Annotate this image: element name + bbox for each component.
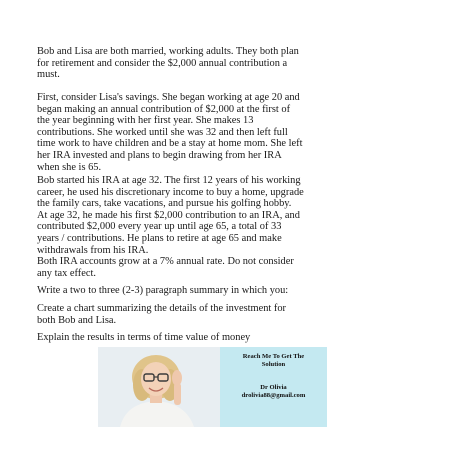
paragraph-chart-task [37,303,417,326]
text-line: the year beginning with her first year. She makes 13 [37,115,254,127]
text-line: Bob started his IRA at age 32. The first 12 years of his working [37,175,301,186]
paragraph-task [37,285,417,297]
text-line: Both IRA accounts grow at a 7% annual rate. Do not consider [37,256,294,267]
text-line: any tax effect. [37,267,96,279]
paragraph-growth [37,256,417,279]
text-line: time work to have children and be a stay at home mom. She left [37,138,303,150]
paragraph-bob [37,175,417,256]
text-line: when she is 65. [37,161,102,173]
text-line: must. [37,69,60,81]
banner-headline-second-line: Solution [261,361,286,369]
text-line: began making an annual contribution of $2,000 at the first of [37,103,291,115]
text-line: Bob and Lisa are both married, working adults. They both plan [37,46,299,57]
text-line: At age 32, he made his first $2,000 contribution to an IRA, and [37,209,300,221]
text-line: Create a chart summarizing the details of the investment for [37,303,286,314]
paragraph-intro [37,46,417,81]
contact-info-panel [220,347,327,427]
text-line: withdrawals from his IRA. [37,244,149,256]
text-line: contributions. She worked until she was 32 and then left full [37,126,288,138]
contact-name: Dr Olivia [260,383,287,391]
contact-email-link[interactable]: drolivia88@gmail.com [241,392,306,400]
text-line: for retirement and consider the $2,000 annual contribution a [37,57,288,69]
text-line: her IRA invested and plans to begin drawing from her IRA [37,149,282,161]
text-line: contributed $2,000 every year up until age 65, a total of 33 [37,221,282,233]
woman-photo [98,347,220,427]
text-line: Explain the results in terms of time value of money [37,332,251,343]
text-line: years / contributions. He plans to retire at age 65 and make [37,232,282,244]
banner-headline: Reach Me To Get The [242,353,305,360]
text-line: First, consider Lisa's savings. She began working at age 20 and [37,92,300,103]
paragraph-explain-task [37,332,417,344]
woman-with-glasses-image [98,347,220,427]
text-line: the family cars, take vacations, and pursue his golfing hobby. [37,198,292,210]
text-line: both Bob and Lisa. [37,314,117,326]
text-line: Write a two to three (2-3) paragraph summary in which you: [37,285,289,296]
text-line: career, he used his discretionary income to buy a home, upgrade [37,186,304,198]
paragraph-lisa [37,92,417,173]
contact-banner[interactable] [98,347,327,427]
